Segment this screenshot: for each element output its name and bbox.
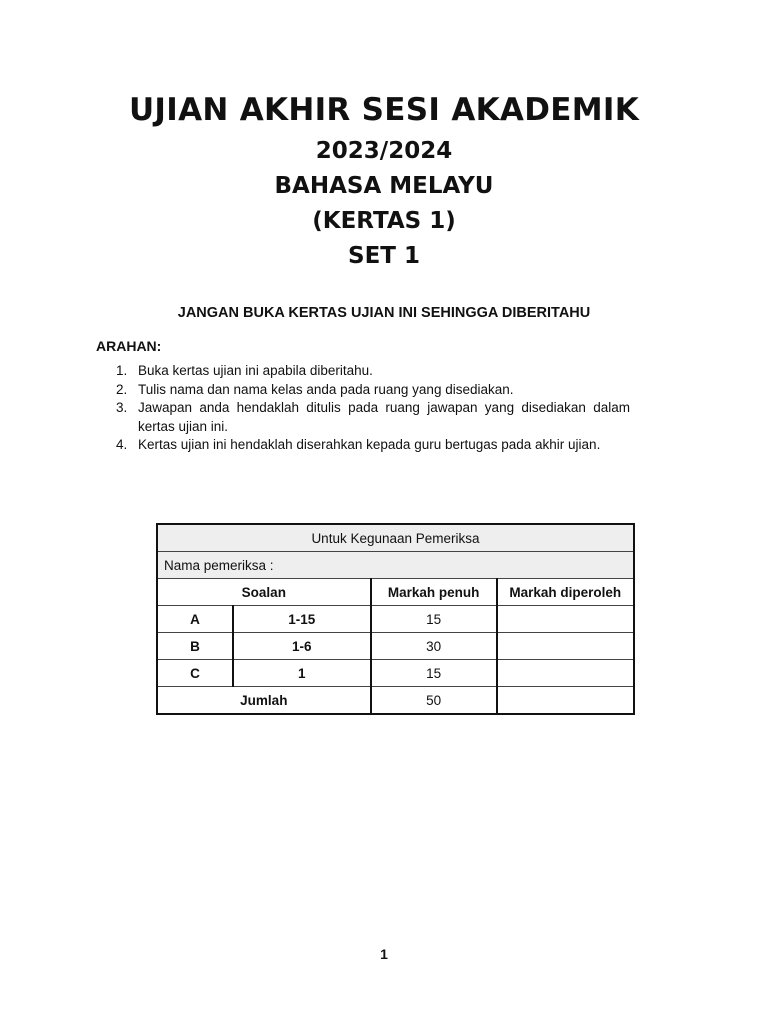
instruction-text: Kertas ujian ini hendaklah diserahkan kepada guru bertugas pada akhir ujian. [138,437,601,452]
table-row [157,606,634,633]
total-label: Jumlah [157,687,371,715]
section-cell: C [157,660,233,687]
total-full-marks: 50 [371,687,497,715]
exam-title: UJIAN AKHIR SESI AKADEMIK [128,92,640,128]
subject-name: BAHASA MELAYU [274,173,494,199]
full-marks-cell: 30 [371,633,497,660]
examiner-name-label: Nama pemeriksa : [157,552,634,579]
marks-obtained-cell [497,660,634,687]
instruction-number: 2. [116,381,128,397]
total-row [157,687,634,715]
question-range-cell: 1-15 [233,606,371,633]
instruction-number: 1. [116,363,128,378]
academic-year: 2023/2024 [315,138,453,164]
set-number: SET 1 [348,243,420,269]
examiner-name-row [157,552,634,579]
paper-number: (KERTAS 1) [312,208,456,234]
table-row [157,660,634,687]
section-cell: A [157,606,233,633]
do-not-open-warning: JANGAN BUKA KERTAS UJIAN INI SEHINGGA DIBERITAHU [177,305,591,321]
instruction-text: Jawapan anda hendaklah ditulis pada ruang jawapan yang disediakan dalam kertas ujian ini. [138,400,630,434]
instructions-list [116,362,630,455]
header-question: Soalan [157,579,371,606]
examiner-marks-table [156,523,635,715]
full-marks-cell: 15 [371,606,497,633]
instructions-heading: ARAHAN: [96,338,162,354]
instruction-item [116,399,630,436]
table-row [157,633,634,660]
marks-obtained-cell [497,606,634,633]
instruction-item [116,362,630,381]
instruction-number: 3. [116,400,128,415]
instruction-number: 4. [116,437,128,452]
table-header-row [157,579,634,606]
total-marks-obtained [497,687,634,715]
instruction-text: Tulis nama dan nama kelas anda pada ruang yang disediakan. [138,381,514,397]
header-marks-obtained: Markah diperoleh [497,579,634,606]
page-number: 1 [380,946,388,962]
table-title-row [157,524,634,552]
instruction-item [116,381,630,400]
instruction-item [116,436,630,455]
question-range-cell: 1 [233,660,371,687]
instruction-text: Buka kertas ujian ini apabila diberitahu. [138,363,373,378]
section-cell: B [157,633,233,660]
question-range-cell: 1-6 [233,633,371,660]
marks-obtained-cell [497,633,634,660]
full-marks-cell: 15 [371,660,497,687]
header-full-marks: Markah penuh [371,579,497,606]
table-title: Untuk Kegunaan Pemeriksa [157,524,634,552]
